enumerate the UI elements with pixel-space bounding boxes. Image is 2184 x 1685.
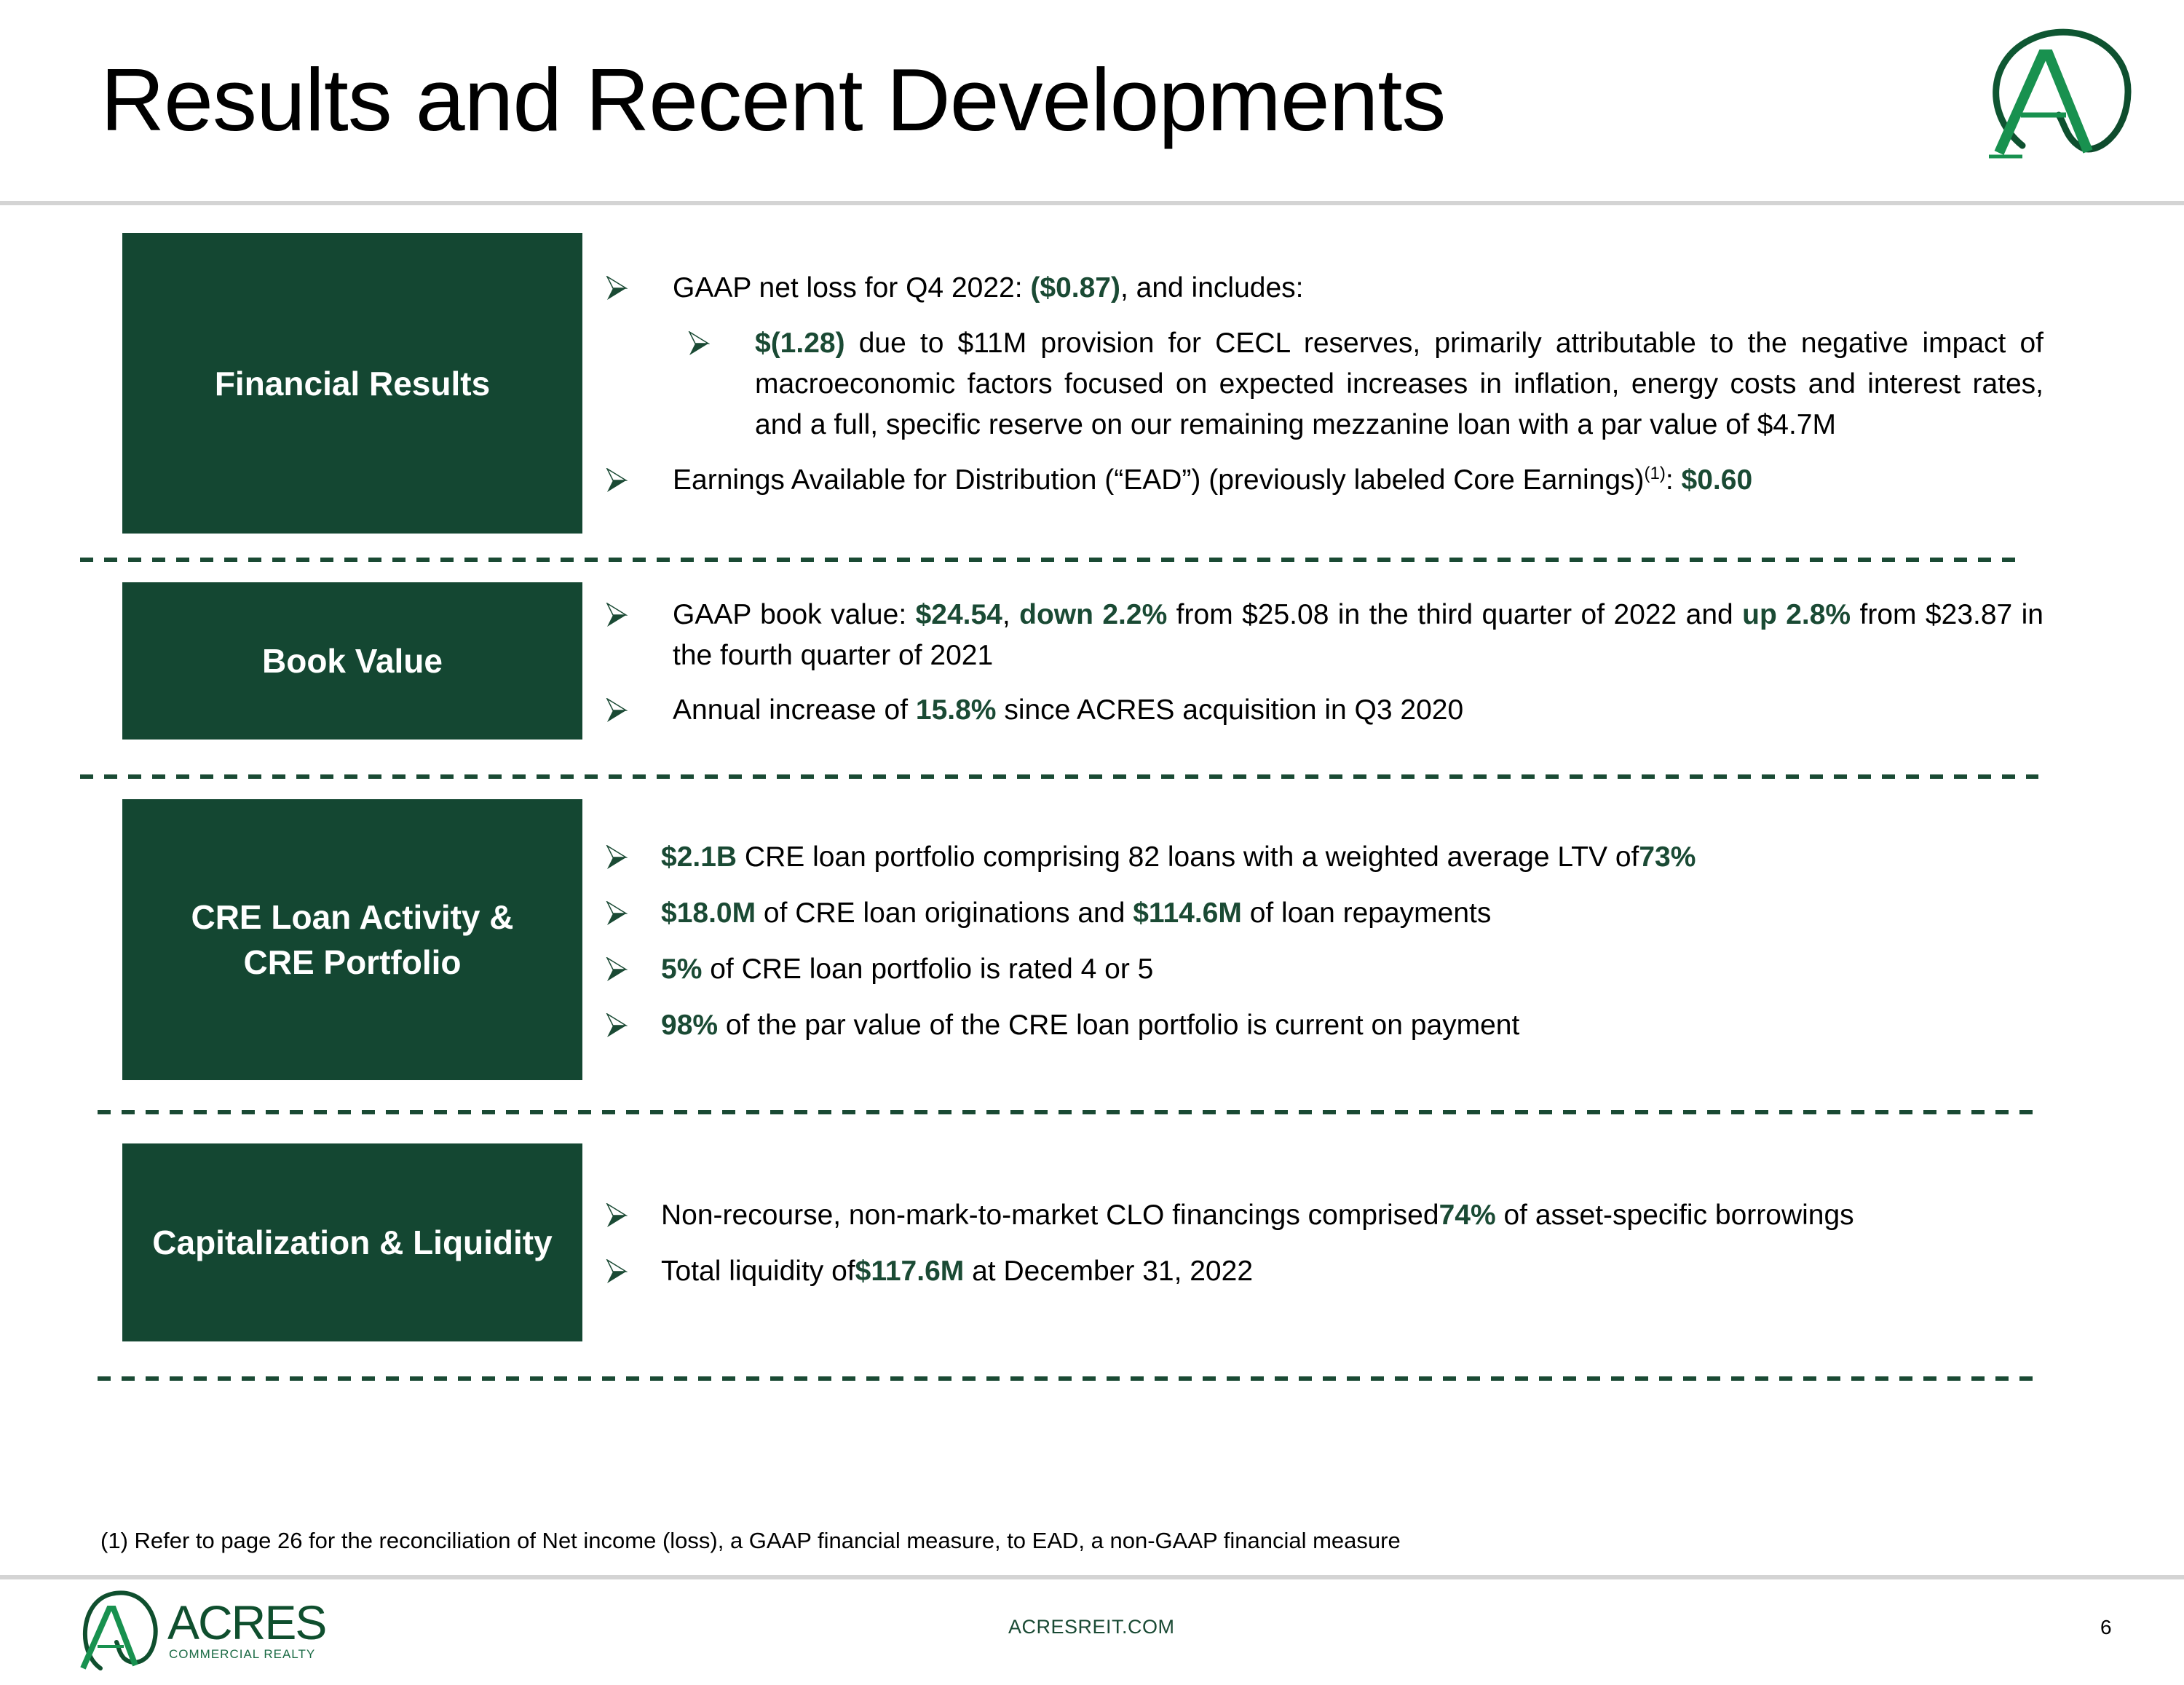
bullet-book-value <box>606 595 2043 676</box>
footnote: (1) Refer to page 26 for the reconciliation of Net income (loss), a GAAP financial measure, to EAD, a non-GAAP financial measure <box>100 1528 1401 1553</box>
bullet-text: GAAP book value: $24.54, down 2.2% from $25.08 in the third quarter of 2022 and up 2.8% from $23.87 in the fourth quarter of 2021 <box>673 599 2043 671</box>
acres-logo <box>79 1587 341 1674</box>
bullet-current-on-payment <box>606 1005 2043 1046</box>
bullet-text: $18.0M of CRE loan originations and $114.6M of loan repayments <box>661 897 1492 929</box>
section-label-book-value <box>122 582 582 740</box>
bullet-originations <box>606 893 2043 934</box>
acres-wordmark: ACRES <box>167 1595 326 1649</box>
bullet-text: Earnings Available for Distribution (“EAD”) (previously labeled Core Earnings)$^{(1)}$: $0.60 <box>673 464 1753 496</box>
bullet-total-liquidity <box>606 1251 2043 1292</box>
bullet-rated-4-or-5 <box>606 949 2043 990</box>
section-label-text: Book Value <box>262 642 443 680</box>
bullet-ead <box>606 460 2047 501</box>
arrow-bullet-icon <box>606 901 628 926</box>
section-label-cre-loan-activity <box>122 799 582 1080</box>
acres-tagline: COMMERCIAL REALTY <box>169 1647 316 1661</box>
arrow-bullet-icon <box>606 1203 628 1228</box>
arrow-bullet-icon <box>606 1013 628 1038</box>
arrow-bullet-icon <box>606 957 628 982</box>
bullet-text: Non-recourse, non-mark-to-market CLO financings comprised74% of asset-specific borrowings <box>661 1200 1854 1231</box>
header-divider <box>0 201 2184 205</box>
bullet-clo-financings <box>606 1195 2043 1236</box>
section-divider <box>98 1376 2038 1381</box>
section-label-text: Capitalization & Liquidity <box>152 1224 553 1261</box>
arrow-bullet-icon <box>688 331 710 356</box>
footer-divider <box>0 1575 2184 1579</box>
bullet-gaap-net-loss <box>606 268 2047 309</box>
bullet-text: Total liquidity of$117.6M at December 31, 2022 <box>661 1256 1254 1287</box>
bullet-annual-increase <box>606 690 2043 731</box>
section-label-text: Financial Results <box>214 364 491 403</box>
acres-monogram-icon <box>1979 22 2139 175</box>
bullet-text: $2.1B CRE loan portfolio comprising 82 loans with a weighted average LTV of73% <box>661 841 1696 873</box>
bullet-text: 5% of CRE loan portfolio is rated 4 or 5 <box>661 953 1154 985</box>
section-divider <box>98 1110 2038 1114</box>
section-label-capitalization-liquidity <box>122 1143 582 1341</box>
arrow-bullet-icon <box>606 468 628 493</box>
section-label-text: CRE Loan Activity & CRE Portfolio <box>191 898 514 981</box>
section-divider <box>80 558 2022 562</box>
section-divider <box>80 774 2038 779</box>
arrow-bullet-icon <box>606 1259 628 1284</box>
arrow-bullet-icon <box>606 276 628 301</box>
website-link[interactable]: ACRESREIT.COM <box>1008 1616 1175 1638</box>
arrow-bullet-icon <box>606 698 628 723</box>
page-number: 6 <box>2100 1616 2112 1638</box>
bullet-text: GAAP net loss for Q4 2022: ($0.87), and includes: <box>673 272 1304 304</box>
bullet-cecl-provision <box>688 323 2043 445</box>
bullet-text: $(1.28) due to $11M provision for CECL reserves, primarily attributable to the negative impact of macroeconomic factors focused on expected increases in inflation, energy costs and interest rates, and a full, specific reserve on our remaining mezzanine loan with a par value of $4.7M <box>755 328 2043 440</box>
page-title: Results and Recent Developments <box>100 50 1446 149</box>
bullet-cre-portfolio <box>606 837 2043 878</box>
arrow-bullet-icon <box>606 845 628 870</box>
footnote-ref: (1) <box>1644 464 1666 483</box>
bullet-text: Annual increase of 15.8% since ACRES acquisition in Q3 2020 <box>673 694 1464 726</box>
arrow-bullet-icon <box>606 603 628 627</box>
bullet-text: 98% of the par value of the CRE loan portfolio is current on payment <box>661 1010 1520 1041</box>
section-label-financial-results <box>122 233 582 534</box>
